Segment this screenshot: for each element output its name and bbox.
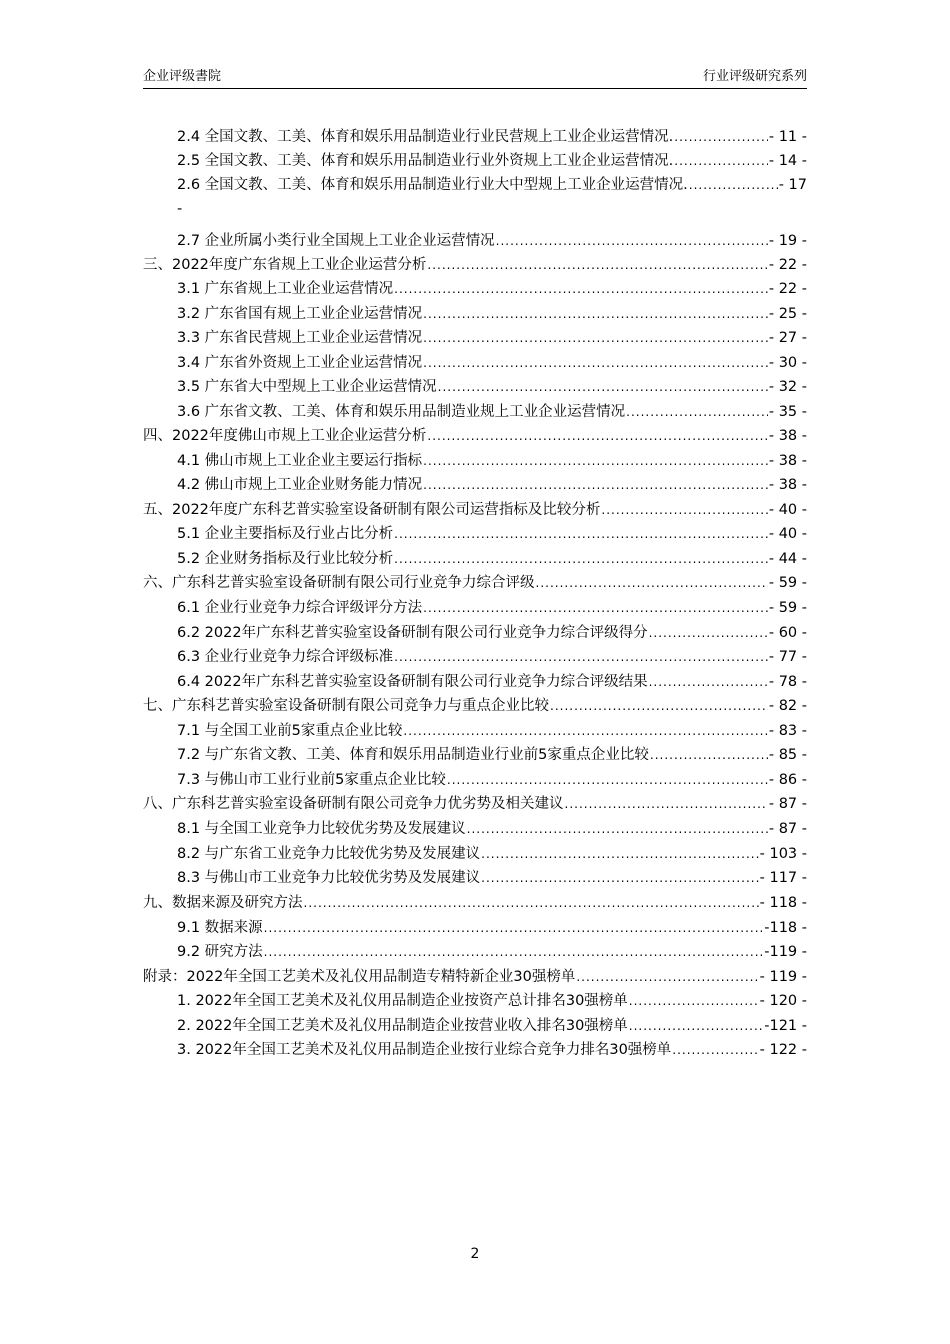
toc-entry-title: 6.1 企业行业竞争力综合评级评分方法: [177, 600, 423, 616]
toc-entry-page: - 17: [778, 177, 807, 193]
toc-entry-title: 附录：2022年全国工艺美术及礼仪用品制造专精特新企业30强榜单: [143, 969, 576, 985]
toc-dot-leader: [264, 916, 764, 940]
toc-entry[interactable]: [143, 571, 807, 595]
toc-dot-leader: [565, 792, 768, 816]
toc-entry-page: - 22 -: [768, 257, 807, 273]
header-right: 行业评级研究系列: [702, 69, 807, 84]
toc-entry-title: 3.1 广东省规上工业企业运营情况: [177, 281, 394, 297]
toc-dot-leader: [536, 571, 768, 595]
toc-entry-title: 六、广东科艺普实验室设备研制有限公司行业竞争力综合评级: [143, 575, 535, 591]
toc-dot-leader: [423, 596, 768, 620]
toc-dot-leader: [689, 173, 778, 197]
toc-entry[interactable]: [177, 596, 807, 620]
toc-entry-title: 9.1 数据来源: [177, 920, 263, 936]
toc-entry-page: - 19 -: [768, 233, 807, 249]
toc-entry-title: 6.2 2022年广东科艺普实验室设备研制有限公司行业竞争力综合评级得分: [177, 625, 648, 641]
toc-entry[interactable]: [143, 694, 807, 718]
toc-entry-page: - 87 -: [768, 796, 807, 812]
toc-dot-leader: [496, 229, 768, 253]
toc-entry-page: - 103 -: [759, 846, 807, 862]
toc-entry[interactable]: [177, 277, 807, 301]
toc-dot-leader: [481, 842, 758, 866]
toc-entry-page: - 83 -: [768, 723, 807, 739]
toc-entry[interactable]: [143, 965, 807, 989]
toc-entry-page: - 82 -: [768, 698, 807, 714]
toc-dot-leader: [423, 473, 768, 497]
toc-entry[interactable]: [177, 768, 807, 792]
toc-entry-page: -118 -: [764, 920, 807, 936]
toc-entry-title: 八、广东科艺普实验室设备研制有限公司竞争力优劣势及相关建议: [143, 796, 564, 812]
toc-dot-leader: [423, 449, 768, 473]
toc-entry-page: - 30 -: [768, 355, 807, 371]
toc-entry-page: - 44 -: [768, 551, 807, 567]
toc-entry[interactable]: [177, 125, 807, 149]
toc-dot-leader: [674, 125, 768, 149]
toc-entry-title: 4.1 佛山市规上工业企业主要运行指标: [177, 453, 423, 469]
toc-entry-page: - 59 -: [768, 575, 807, 591]
toc-entry[interactable]: [177, 173, 807, 197]
toc-entry[interactable]: [143, 792, 807, 816]
toc-entry-page: - 87 -: [768, 821, 807, 837]
toc-entry-title: 8.2 与广东省工业竞争力比较优劣势及发展建议: [177, 846, 481, 862]
toc-entry-page: - 78 -: [768, 674, 807, 690]
toc-entry-title: 九、数据来源及研究方法: [143, 895, 303, 911]
toc-dot-leader: [629, 1014, 763, 1038]
toc-entry-page: - 38 -: [768, 428, 807, 444]
toc-entry-title: 8.3 与佛山市工业竞争力比较优劣势及发展建议: [177, 870, 481, 886]
toc-entry-title: 七、广东科艺普实验室设备研制有限公司竞争力与重点企业比较: [143, 698, 549, 714]
toc-entry-title: 6.4 2022年广东科艺普实验室设备研制有限公司行业竞争力综合评级结果: [177, 674, 648, 690]
toc-dot-leader: [650, 743, 768, 767]
toc-entry[interactable]: [177, 375, 807, 399]
toc-entry-page: - 120 -: [759, 993, 807, 1009]
toc-entry-title: 3.6 广东省文教、工美、体育和娱乐用品制造业规上工业企业运营情况: [177, 404, 626, 420]
toc-entry[interactable]: [177, 302, 807, 326]
toc-entry[interactable]: [177, 817, 807, 841]
toc-dot-leader: [447, 768, 768, 792]
toc-dot-leader: [427, 424, 767, 448]
toc-entry[interactable]: [143, 424, 807, 448]
toc-dot-leader: [467, 817, 768, 841]
toc-dot-leader: [264, 940, 764, 964]
toc-entry-title: 2.6 全国文教、工美、体育和娱乐用品制造业行业大中型规上工业企业运营情况.: [177, 177, 688, 193]
toc-entry[interactable]: [177, 1014, 807, 1038]
toc-entry-title: 2.7 企业所属小类行业全国规上工业企业运营情况: [177, 233, 495, 249]
toc-entry[interactable]: [177, 351, 807, 375]
toc-entry[interactable]: [177, 449, 807, 473]
toc-entry-title: 2.5 全国文教、工美、体育和娱乐用品制造业行业外资规上工业企业运营情况.: [177, 153, 674, 169]
toc-entry[interactable]: [177, 940, 807, 964]
toc-dot-leader: [649, 670, 768, 694]
toc-entry[interactable]: [177, 621, 807, 645]
toc-dot-leader: [304, 891, 759, 915]
toc-entry-page: - 25 -: [768, 306, 807, 322]
toc-entry-page: - 38 -: [768, 477, 807, 493]
toc-entry-page: - 27 -: [768, 330, 807, 346]
toc-entry-title: 3.2 广东省国有规上工业企业运营情况: [177, 306, 423, 322]
toc-dot-leader: [481, 866, 758, 890]
toc-entry-title: 7.2 与广东省文教、工美、体育和娱乐用品制造业行业前5家重点企业比较: [177, 747, 649, 763]
toc-entry-page: - 60 -: [768, 625, 807, 641]
page-header: [143, 66, 807, 89]
toc-entry-page: - 40 -: [768, 526, 807, 542]
toc-entry-title: 2. 2022年全国工艺美术及礼仪用品制造企业按营业收入排名30强榜单: [177, 1018, 628, 1034]
toc-dot-leader: [394, 522, 768, 546]
toc-entry-title: 五、2022年度广东科艺普实验室设备研制有限公司运营指标及比较分析: [143, 502, 601, 518]
toc-entry-page: - 86 -: [768, 772, 807, 788]
toc-entry-page: -119 -: [764, 944, 807, 960]
toc-entry-title: 7.1 与全国工业前5家重点企业比较: [177, 723, 403, 739]
toc-entry-title: 5.2 企业财务指标及行业比较分析: [177, 551, 394, 567]
toc-dot-leader: [423, 326, 768, 350]
toc-entry[interactable]: [177, 522, 807, 546]
toc-entry[interactable]: [177, 670, 807, 694]
toc-dot-leader: [626, 400, 768, 424]
toc-dot-leader: [394, 547, 768, 571]
toc-entry-title: 3.3 广东省民营规上工业企业运营情况: [177, 330, 423, 346]
toc-entry-page: - 117 -: [759, 870, 807, 886]
toc-entry[interactable]: [143, 253, 807, 277]
toc-entry-page: -121 -: [764, 1018, 807, 1034]
toc-entry-page: - 35 -: [768, 404, 807, 420]
toc-entry[interactable]: [177, 229, 807, 253]
toc-dot-leader: [629, 989, 759, 1013]
toc-entry-title: 四、2022年度佛山市规上工业企业运营分析: [143, 428, 427, 444]
toc-dot-leader: [427, 253, 767, 277]
toc-entry-page: - 32 -: [768, 379, 807, 395]
toc-dot-leader: [394, 277, 768, 301]
toc-entry-page: - 40 -: [768, 502, 807, 518]
toc-dot-leader: [403, 719, 767, 743]
toc-entry-page: - 77 -: [768, 649, 807, 665]
toc-dot-leader: [674, 149, 768, 173]
toc-entry-page: - 119 -: [759, 969, 807, 985]
toc-entry[interactable]: [177, 473, 807, 497]
toc-entry-page: - 118 -: [759, 895, 807, 911]
toc-entry[interactable]: [177, 1038, 807, 1062]
toc-dot-leader: [438, 375, 768, 399]
toc-dot-leader: [672, 1038, 758, 1062]
toc-dot-leader: [601, 498, 767, 522]
toc-entry[interactable]: [177, 916, 807, 940]
toc-entry[interactable]: [177, 547, 807, 571]
toc-entry[interactable]: [177, 989, 807, 1013]
toc-dot-leader: [576, 965, 758, 989]
toc-entry-page: - 59 -: [768, 600, 807, 616]
toc-dot-leader: [550, 694, 768, 718]
toc-entry[interactable]: [177, 842, 807, 866]
page-number: 2: [470, 1246, 480, 1262]
toc-entry[interactable]: [177, 866, 807, 890]
header-left: 企业评级書院: [143, 69, 222, 84]
toc-entry[interactable]: [177, 743, 807, 767]
toc-entry-title: 1. 2022年全国工艺美术及礼仪用品制造企业按资产总计排名30强榜单: [177, 993, 628, 1009]
toc-entry[interactable]: [177, 326, 807, 350]
toc-entry-title: 5.1 企业主要指标及行业占比分析: [177, 526, 394, 542]
toc-entry-title: 8.1 与全国工业竞争力比较优劣势及发展建议: [177, 821, 466, 837]
toc-entry-page: - 122 -: [759, 1042, 807, 1058]
toc-entry-page: - 11 -: [768, 129, 807, 145]
toc-entry-title: 9.2 研究方法: [177, 944, 263, 960]
toc-entry-title: 3. 2022年全国工艺美术及礼仪用品制造企业按行业综合竞争力排名30强榜单: [177, 1042, 672, 1058]
toc-entry-title: 4.2 佛山市规上工业企业财务能力情况: [177, 477, 423, 493]
toc-entry[interactable]: [143, 498, 807, 522]
toc-entry-page: - 22 -: [768, 281, 807, 297]
toc-entry[interactable]: [177, 719, 807, 743]
toc-dot-leader: [649, 621, 768, 645]
toc-wrap-dash: -: [177, 201, 183, 217]
toc-entry-title: 6.3 企业行业竞争力综合评级标准: [177, 649, 394, 665]
toc-dot-leader: [423, 351, 768, 375]
toc-dot-leader: [394, 645, 768, 669]
toc-entry-page: - 38 -: [768, 453, 807, 469]
toc-entry[interactable]: [177, 400, 807, 424]
toc-entry-page: - 14 -: [768, 153, 807, 169]
toc-dot-leader: [423, 302, 768, 326]
toc-entry-title: 3.5 广东省大中型规上工业企业运营情况: [177, 379, 437, 395]
toc-entry-title: 3.4 广东省外资规上工业企业运营情况: [177, 355, 423, 371]
toc-entry-title: 7.3 与佛山市工业行业前5家重点企业比较: [177, 772, 446, 788]
toc-entry[interactable]: [177, 149, 807, 173]
toc-entry-title: 三、2022年度广东省规上工业企业运营分析: [143, 257, 427, 273]
toc-entry-title: 2.4 全国文教、工美、体育和娱乐用品制造业行业民营规上工业企业运营情况.: [177, 129, 674, 145]
toc-entry[interactable]: [177, 645, 807, 669]
toc-entry[interactable]: [143, 891, 807, 915]
toc-entry-page: - 85 -: [768, 747, 807, 763]
